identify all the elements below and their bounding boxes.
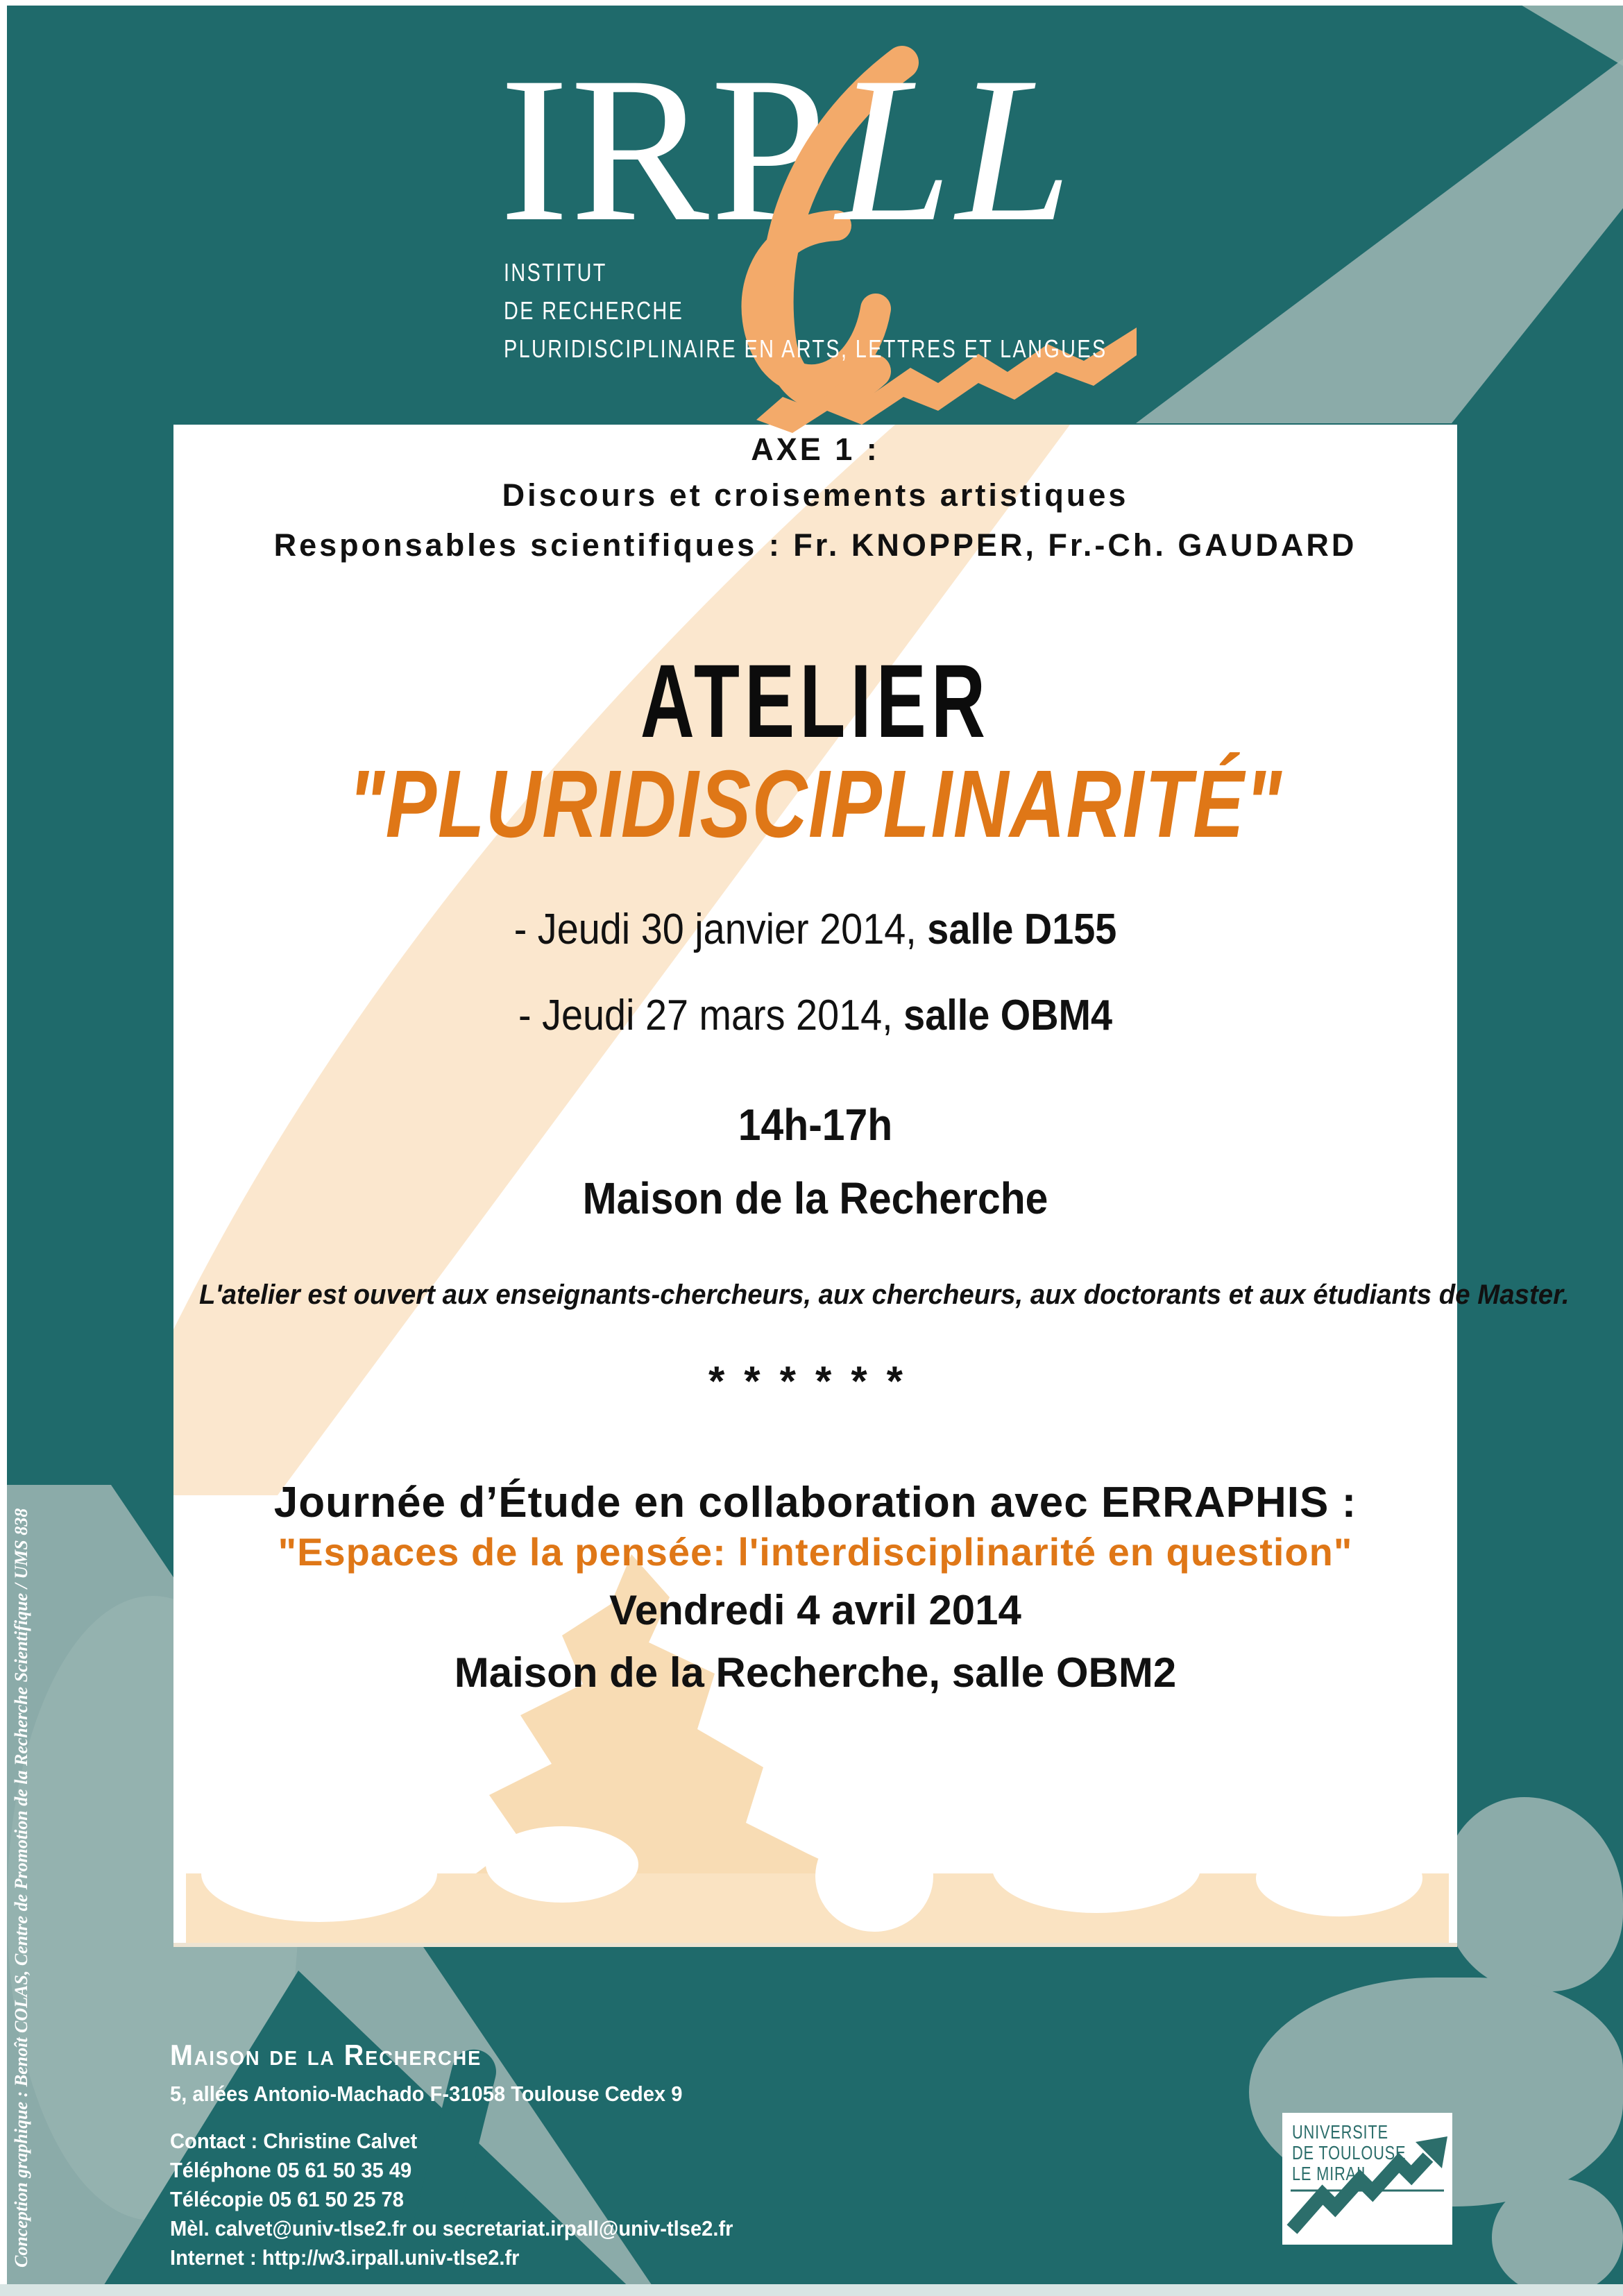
session-time: 14h-17h <box>738 1100 893 1150</box>
footer-address: 5, allées Antonio-Machado F-31058 Toulouse Cedex 9 <box>170 2082 683 2106</box>
session-room: salle OBM4 <box>903 992 1113 1039</box>
axis-title: Discours et croisements artistiques <box>502 477 1129 513</box>
workshop-title: "PLURIDISCIPLINARITÉ" <box>348 751 1283 858</box>
logo-subtitle-line: PLURIDISCIPLINAIRE EN ARTS, LETTRES ET LANGUES <box>504 334 1107 363</box>
page-bottom-strip <box>0 2284 1623 2296</box>
logo-text-ll: LL <box>836 34 1076 264</box>
footer-fax: Télécopie 05 61 50 25 78 <box>170 2187 404 2211</box>
footer-email: Mèl. calvet@univ-tlse2.fr ou secretariat.irpall@univ-tlse2.fr <box>170 2216 733 2240</box>
session-date-1 <box>238 905 1393 954</box>
scientific-leads: Responsables scientifiques : Fr. KNOPPER, Fr.-Ch. GAUDARD <box>273 527 1357 563</box>
study-day-venue: Maison de la Recherche, salle OBM2 <box>454 1649 1177 1696</box>
irpall-logo <box>500 34 1138 423</box>
white-blob <box>815 1821 933 1932</box>
design-credit: Conception graphique : Benoît COLAS, Centre de Promotion de la Recherche Scientifique / UMS 838 <box>11 1508 31 2268</box>
sage-patch-bottom-right <box>1492 2179 1623 2296</box>
audience-note: L'atelier est ouvert aux enseignants-chercheurs, aux chercheurs, aux doctorants et aux étudiants de Master. <box>199 1279 1570 1310</box>
footer-org-name: Maison de la Recherche <box>170 2039 482 2071</box>
logo-subtitle-line: DE RECHERCHE <box>504 296 684 325</box>
university-name-line: DE TOULOUSE <box>1292 2142 1407 2163</box>
white-blob <box>201 1825 437 1922</box>
venue: Maison de la Recherche <box>582 1173 1048 1223</box>
footer-contact: Contact : Christine Calvet <box>170 2129 418 2153</box>
asterisk-separator: ****** <box>708 1358 923 1404</box>
footer-phone: Téléphone 05 61 50 35 49 <box>170 2158 412 2182</box>
study-day-title: "Espaces de la pensée: l'interdisciplinarité en question" <box>278 1530 1353 1574</box>
university-name-line: UNIVERSITE <box>1292 2121 1388 2143</box>
cream-band-shape <box>173 425 1070 1495</box>
footer-website: Internet : http://w3.irpall.univ-tlse2.fr <box>170 2245 520 2270</box>
study-day-date: Vendredi 4 avril 2014 <box>609 1587 1021 1633</box>
white-blob <box>1256 1840 1422 1916</box>
sage-patch-right <box>1443 1797 1623 1991</box>
logo-subtitle-line: INSTITUT <box>504 258 607 287</box>
axis-label: AXE 1 : <box>751 432 880 467</box>
logo-text-irp: IRP <box>500 34 828 264</box>
page-top-margin <box>0 0 1623 6</box>
page-left-margin <box>0 0 7 2296</box>
white-blob <box>992 1823 1200 1913</box>
session-date-text: - Jeudi 27 mars 2014, <box>518 992 904 1039</box>
study-day-intro: Journée d’Étude en collaboration avec ERRAPHIS : <box>273 1479 1357 1527</box>
sage-swoosh-top-right <box>1131 56 1623 427</box>
white-blob <box>486 1826 638 1903</box>
workshop-label: ATELIER <box>640 643 991 759</box>
content-panel <box>173 425 1570 1947</box>
university-logo <box>1282 2113 1452 2245</box>
logo-brush-streak-icon <box>756 312 1145 444</box>
university-name-line: LE MIRAIL <box>1292 2163 1370 2184</box>
session-date-2 <box>238 991 1393 1040</box>
session-date-text: - Jeudi 30 janvier 2014, <box>513 905 928 953</box>
session-room: salle D155 <box>927 905 1117 953</box>
